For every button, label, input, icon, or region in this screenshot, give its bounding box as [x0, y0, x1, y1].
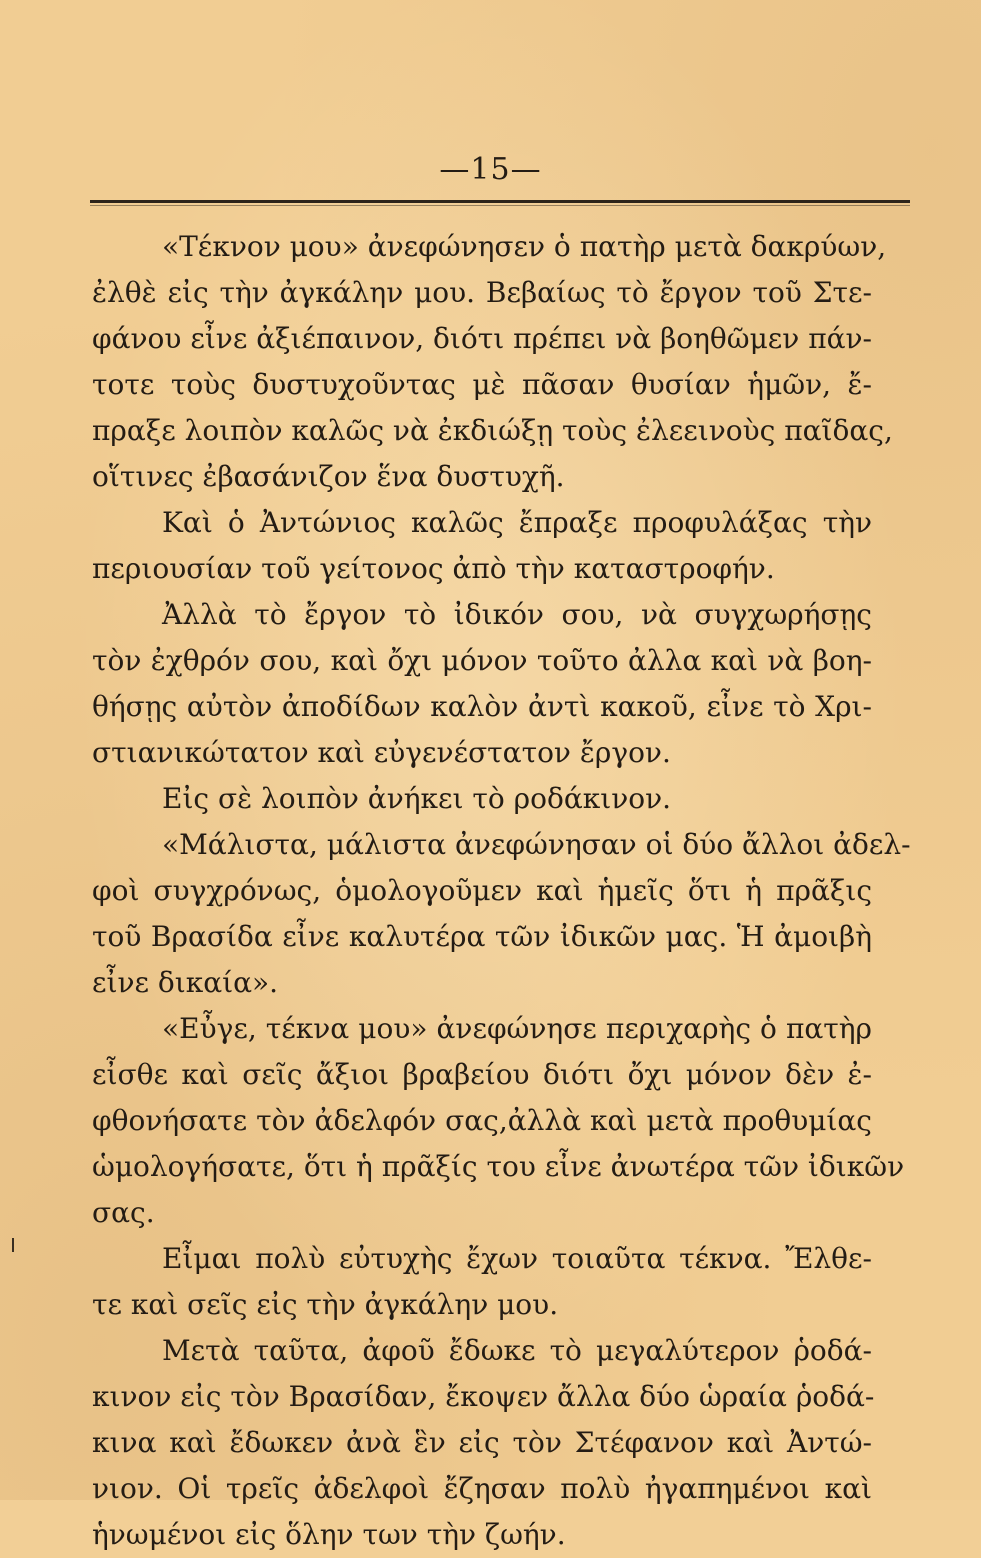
text-line: φοὶ συγχρόνως, ὁμολογοῦμεν καὶ ἡμεῖς ὅτι ἡ πρᾶξις — [92, 874, 872, 907]
text-line: φθονήσατε τὸν ἀδελφόν σας,ἀλλὰ καὶ μετὰ προθυμίας — [92, 1104, 872, 1137]
text-line: τοτε τοὺς δυστυχοῦντας μὲ πᾶσαν θυσίαν ἡμῶν, ἔ- — [92, 368, 872, 401]
margin-mark — [12, 1238, 14, 1252]
text-line: νιον. Οἱ τρεῖς ἀδελφοὶ ἔζησαν πολὺ ἠγαπημένοι καὶ — [92, 1472, 872, 1505]
text-line: κινα καὶ ἔδωκεν ἀνὰ ἓν εἰς τὸν Στέφανον καὶ Ἀντώ- — [92, 1426, 872, 1459]
text-line: εἶνε δικαία». — [92, 966, 279, 999]
text-line: «Μάλιστα, μάλιστα ἀνεφώνησαν οἱ δύο ἄλλοι ἀδελ- — [162, 828, 911, 861]
text-line: Εἶμαι πολὺ εὐτυχὴς ἔχων τοιαῦτα τέκνα. Ἔλθε- — [162, 1242, 872, 1275]
text-line: «Τέκνον μου» ἀνεφώνησεν ὁ πατὴρ μετὰ δακρύων, — [162, 230, 887, 263]
body-text — [92, 224, 911, 1558]
text-line: «Εὖγε, τέκνα μου» ἀνεφώνησε περιχαρὴς ὁ πατὴρ — [162, 1012, 872, 1045]
header-rule — [90, 200, 910, 203]
text-line: ὡμολογήσατε, ὅτι ἡ πρᾶξίς του εἶνε ἀνωτέρα τῶν ἰδικῶν — [92, 1150, 905, 1183]
text-line: σας. — [92, 1196, 155, 1229]
page-number: —15— — [439, 152, 542, 187]
text-line: εἶσθε καὶ σεῖς ἄξιοι βραβείου διότι ὄχι μόνον δὲν ἐ- — [92, 1058, 872, 1091]
text-line: περιουσίαν τοῦ γείτονος ἀπὸ τὴν καταστροφήν. — [92, 552, 775, 585]
text-line: τε καὶ σεῖς εἰς τὴν ἀγκάλην μου. — [92, 1288, 559, 1321]
text-line: ἡνωμένοι εἰς ὅλην των τὴν ζωήν. — [92, 1518, 566, 1551]
text-line: φάνου εἶνε ἀξιέπαινον, διότι πρέπει νὰ βοηθῶμεν πάν- — [92, 322, 873, 355]
text-line: θήσῃς αὐτὸν ἀποδίδων καλὸν ἀντὶ κακοῦ, εἶνε τὸ Χρι- — [92, 690, 872, 723]
text-line: τοῦ Βρασίδα εἶνε καλυτέρα τῶν ἰδικῶν μας. Ἡ ἀμοιβὴ — [92, 920, 872, 953]
text-line: στιανικώτατον καὶ εὐγενέστατον ἔργον. — [92, 736, 671, 769]
text-line: τὸν ἐχθρόν σου, καὶ ὄχι μόνον τοῦτο ἀλλα καὶ νὰ βοη- — [92, 644, 872, 677]
text-line: ἐλθὲ εἰς τὴν ἀγκάλην μου. Βεβαίως τὸ ἔργον τοῦ Στε- — [92, 276, 872, 309]
text-line: Ἀλλὰ τὸ ἔργον τὸ ἰδικόν σου, νὰ συγχωρήσῃς — [162, 598, 872, 631]
text-line: Καὶ ὁ Ἀντώνιος καλῶς ἔπραξε προφυλάξας τὴν — [162, 506, 872, 539]
text-line: οἵτινες ἐβασάνιζον ἕνα δυστυχῆ. — [92, 460, 565, 493]
text-line: Εἰς σὲ λοιπὸν ἀνήκει τὸ ροδάκινον. — [162, 782, 672, 815]
text-line: πραξε λοιπὸν καλῶς νὰ ἐκδιώξῃ τοὺς ἐλεεινοὺς παῖδας, — [92, 414, 893, 447]
header-rule-shadow — [90, 205, 910, 206]
text-line: κινον εἰς τὸν Βρασίδαν, ἔκοψεν ἄλλα δύο ὡραία ῥοδά- — [92, 1380, 875, 1413]
text-line: Μετὰ ταῦτα, ἀφοῦ ἔδωκε τὸ μεγαλύτερον ῥοδά- — [162, 1334, 872, 1367]
